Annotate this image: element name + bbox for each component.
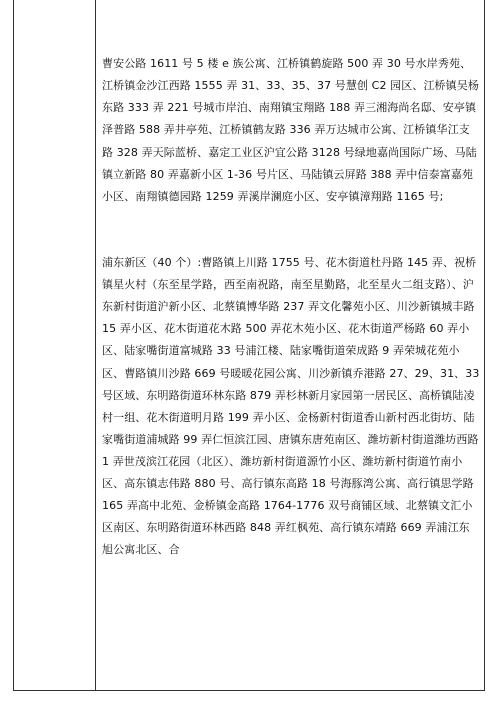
column-divider: [95, 0, 96, 691]
content-cell: [102, 9, 484, 583]
left-cell: [14, 0, 95, 690]
paragraph-jiading-continued: 曹安公路 1611 号 5 楼 e 族公寓、江桥镇鹤旋路 500 弄 30 号水岸秀苑、江桥镇金沙江西路 1555 弄 31、33、35、37 号慧创 C2 园区、江桥镇吴杨东路 333 弄 221 号城市岸泊、南翔镇宝翔路 188 弄三湘海尚名邸、安亭镇泽普路 588 弄井亭苑、江桥镇鹤友路 336 弄万达城市公寓、江桥镇华江支路 328 弄天际蓝桥、嘉定工业区沪宜公路 3128 号绿地嘉尚国际广场、马陆镇立新路 80 弄嘉新小区 1-36 号片区、马陆镇云屏路 388 弄中信泰富嘉苑小区、南翔镇德园路 1259 弄溪岸澜庭小区、安亭镇漳翔路 1165 号;: [102, 57, 479, 203]
paragraph-pudong: 浦东新区（40 个）:曹路镇上川路 1755 号、花木街道杜丹路 145 弄、祝桥镇星火村（东至星学路，西至南祝路，南至星勤路，北至星火二组支路）、沪东新村街道沪新小区、北蔡镇博华路 237 弄文化馨苑小区、川沙新镇城丰路 15 弄小区、花木街道花木路 500 弄花木苑小区、花木街道严杨路 60 弄小区、陆家嘴街道富城路 33 号浦江楼、陆家嘴街道荣成路 9 弄荣城花苑小区、曹路镇川沙路 669 号暖暖花园公寓、川沙新镇乔港路 27、29、31、33 号区域、东明路街道环林东路 879 弄杉林新月家园第一居民区、高桥镇陆凌村一组、花木街道明月路 199 弄小区、金杨新村街道香山新村西北街坊、陆家嘴街道浦城路 99 弄仁恒滨江园、唐镇东唐苑南区、潍坊新村街道潍坊西路 1 弄世茂滨江花园（北区）、潍坊新村街道源竹小区、潍坊新村街道竹南小区、高东镇志伟路 880 号、高行镇东高路 18 号海豚湾公寓、高行镇思学路 165 弄高中北苑、金桥镇金高路 1764-1776 双号商铺区域、北蔡镇文汇小区南区、东明路街道环林西路 848 弄红枫苑、高行镇东靖路 669 弄浦江东旭公寓北区、合: [102, 256, 484, 557]
